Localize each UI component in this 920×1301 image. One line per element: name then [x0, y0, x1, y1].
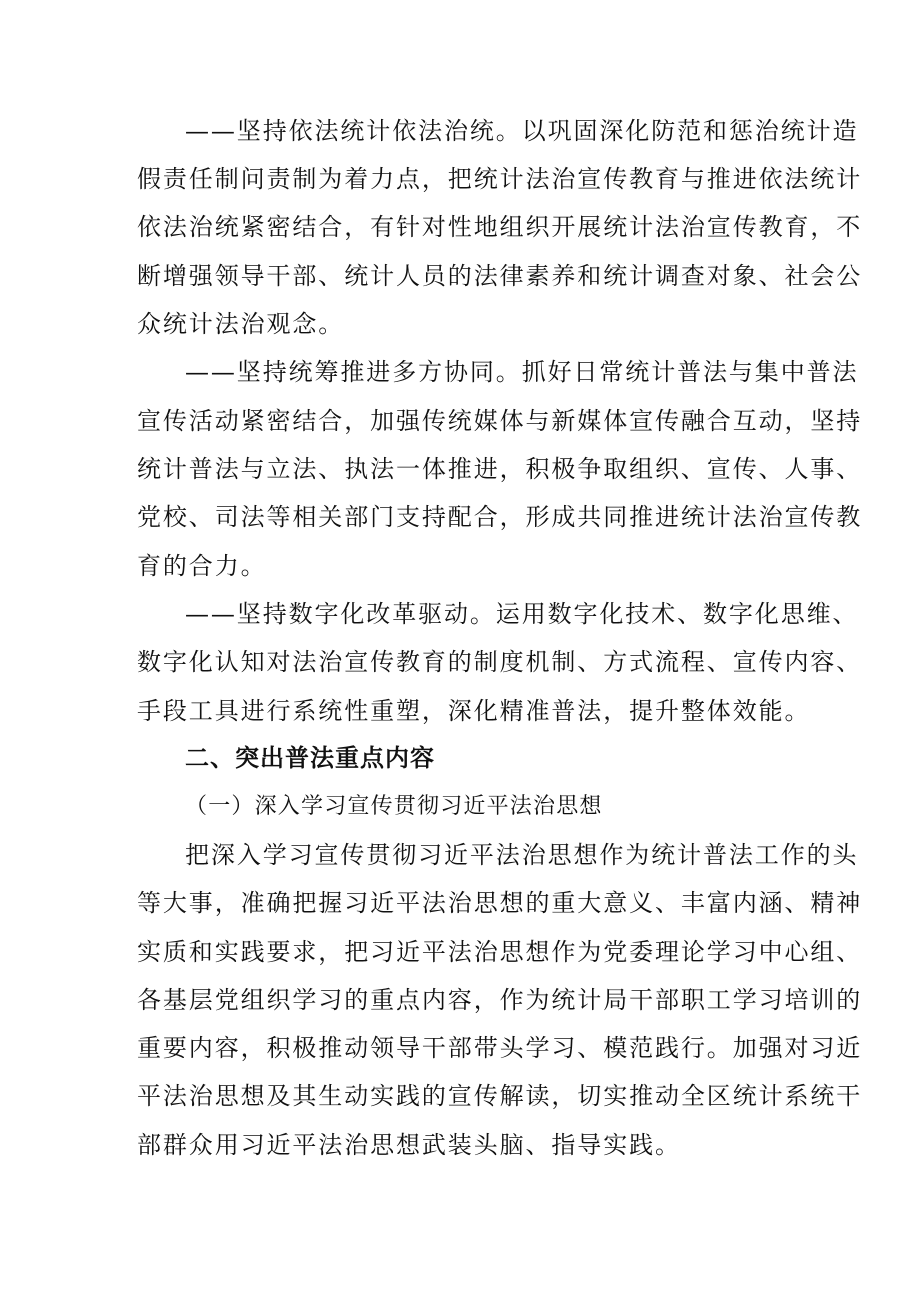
- paragraph-4-line-3: 实质和实践要求，把习近平法治思想作为党委理论学习中心组、: [137, 938, 863, 966]
- paragraph-3-line-2: 数字化认知对法治宣传教育的制度机制、方式流程、宣传内容、: [137, 648, 863, 676]
- paragraph-4-line-6: 平法治思想及其生动实践的宣传解读，切实推动全区统计系统干: [137, 1082, 863, 1110]
- paragraph-2-line-4: 党校、司法等相关部门支持配合，形成共同推进统计法治宣传教: [137, 503, 863, 531]
- paragraph-3-line-1: ——坚持数字化改革驱动。运用数字化技术、数字化思维、: [185, 600, 859, 628]
- paragraph-4-line-7: 部群众用习近平法治思想武装头脑、指导实践。: [137, 1131, 681, 1159]
- paragraph-2-line-3: 统计普法与立法、执法一体推进，积极争取组织、宣传、人事、: [137, 455, 863, 483]
- paragraph-2-line-1: ——坚持统筹推进多方协同。抓好日常统计普法与集中普法: [185, 358, 859, 386]
- paragraph-4-line-4: 各基层党组织学习的重点内容，作为统计局干部职工学习培训的: [137, 986, 863, 1014]
- paragraph-1-line-5: 众统计法治观念。: [137, 310, 345, 338]
- section-heading: 二、突出普法重点内容: [185, 744, 435, 772]
- paragraph-1-line-4: 断增强领导干部、统计人员的法律素养和统计调查对象、社会公: [137, 262, 863, 290]
- subsection-heading: （一）深入学习宣传贯彻习近平法治思想: [185, 794, 603, 819]
- paragraph-4-line-1: 把深入学习宣传贯彻习近平法治思想作为统计普法工作的头: [185, 841, 859, 869]
- paragraph-4-line-5: 重要内容，积极推动领导干部带头学习、模范践行。加强对习近: [137, 1034, 863, 1062]
- paragraph-4-line-2: 等大事，准确把握习近平法治思想的重大意义、丰富内涵、精神: [137, 889, 863, 917]
- paragraph-1-line-1: ——坚持依法统计依法治统。以巩固深化防范和惩治统计造: [185, 117, 859, 145]
- paragraph-2-line-5: 育的合力。: [137, 552, 267, 580]
- paragraph-3-line-3: 手段工具进行系统性重塑，深化精准普法，提升整体效能。: [137, 697, 811, 725]
- paragraph-1-line-3: 依法治统紧密结合，有针对性地组织开展统计法治宣传教育，不: [137, 213, 863, 241]
- paragraph-1-line-2: 假责任制问责制为着力点，把统计法治宣传教育与推进依法统计: [137, 165, 863, 193]
- paragraph-2-line-2: 宣传活动紧密结合，加强传统媒体与新媒体宣传融合互动，坚持: [137, 407, 863, 435]
